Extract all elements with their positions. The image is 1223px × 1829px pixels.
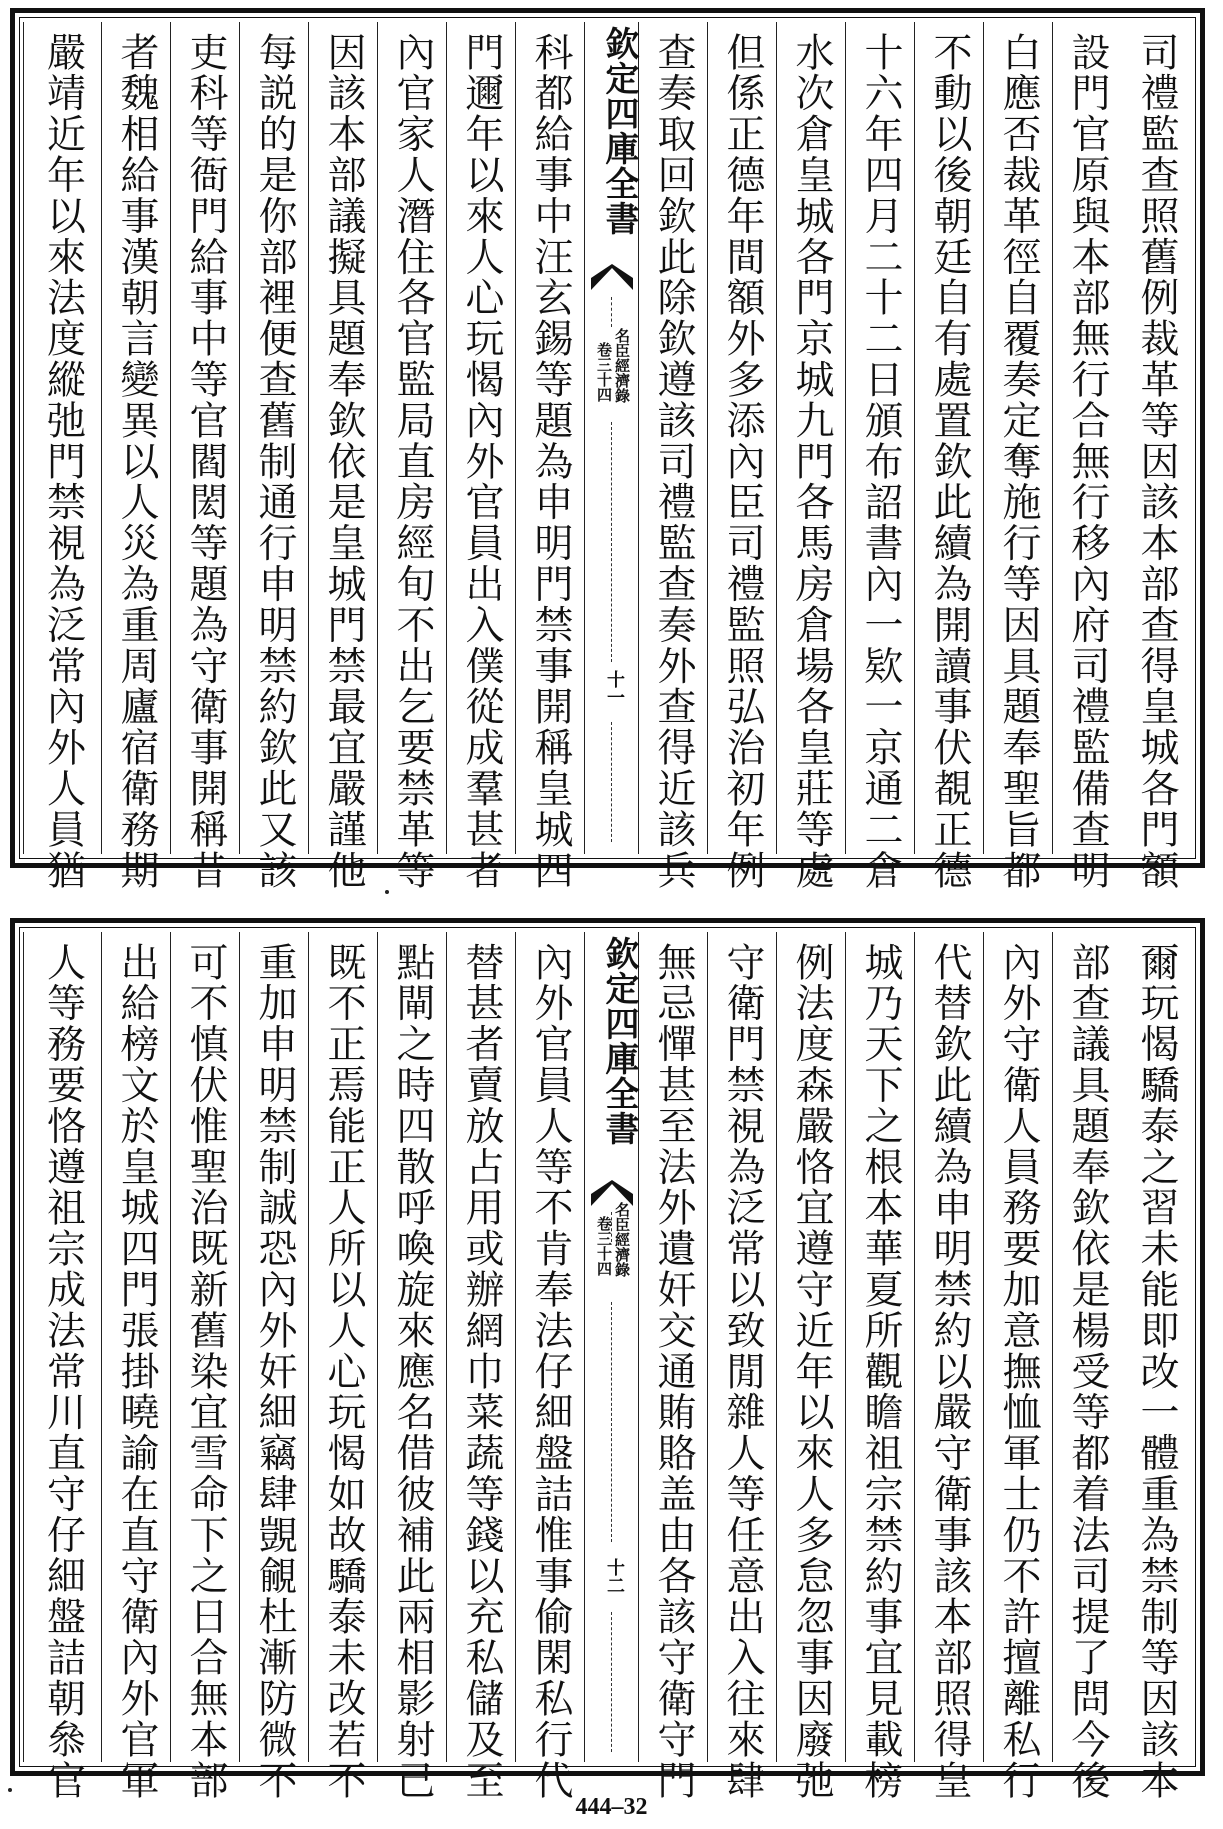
text-column: 者魏相給事漢朝言變異以人災為重周廬宿衛務期: [101, 22, 171, 854]
center-fold: [584, 22, 639, 854]
text-column: 每説的是你部裡便查舊制通行申明禁約欽此又該: [239, 22, 309, 854]
juan-number: 卷三十四: [595, 1216, 613, 1276]
leaf-number: 十二: [604, 1558, 625, 1594]
text-column: 守衛門禁視為泛常以致閒雜人等任意出入往來肆: [707, 932, 777, 1762]
dash-line: [611, 1612, 612, 1752]
text-columns: [24, 932, 1191, 1801]
bottom-page: [10, 918, 1205, 1801]
text-column: 出給榜文於皇城四門張掛曉諭在直守衛內外官軍: [101, 932, 171, 1762]
text-column: 內外守衛人員務要加意撫恤軍士仍不許擅離私行: [983, 932, 1053, 1762]
text-column: 查奏取回欽此除欽遵該司禮監查奏外查得近該兵: [638, 22, 708, 854]
text-column: 嚴靖近年以來法度縱弛門禁視為泛常內外人員猶: [23, 22, 102, 854]
text-column: 內外官員人等不肯奉法仔細盤詰惟事偷閑私行代: [515, 932, 585, 1762]
text-column: 替甚者賣放占用或辦網巾菜蔬等錢以充私儲及至: [446, 932, 516, 1762]
text-column: 司禮監查照舊例裁革等因該本部查得皇城各門額: [1134, 32, 1179, 891]
page-label: 444–32: [575, 1794, 648, 1820]
text-column: 門邇年以來人心玩愒內外官員出入僕從成羣甚者: [446, 22, 516, 854]
text-column: 重加申明禁制誠恐內外奸細竊肆覬覦杜漸防微不: [239, 932, 309, 1762]
dash-line: [611, 722, 612, 842]
text-column: 點閘之時四散呼喚旋來應名借彼補此兩相影射己: [377, 932, 447, 1762]
text-column: 十六年四月二十二日頒布詔書內一欵一京通二倉: [845, 22, 915, 854]
text-column: 例法度森嚴恪宜遵守近年以來人多怠忽事因廢弛: [776, 932, 846, 1762]
dash-line: [611, 1302, 612, 1542]
top-page: [10, 8, 1205, 891]
text-column: 水次倉皇城各門京城九門各馬房倉場各皇莊等處: [776, 22, 846, 854]
text-column: 內官家人潛住各官監局直房經旬不出乞要禁革等: [377, 22, 447, 854]
text-column: 爾玩愒驕泰之習未能即改一體重為禁制等因該本: [1134, 942, 1179, 1801]
leaf-number: 十一: [604, 670, 625, 706]
text-column: 設門官原與本部無行合無行移內府司禮監備查明: [1052, 22, 1122, 854]
text-column: 城乃天下之根本華夏所觀瞻祖宗禁約事宜見載榜: [845, 932, 915, 1762]
book-title: 欽定四庫全書: [599, 26, 639, 236]
dash-line: [611, 297, 612, 327]
text-column: 部查議具題奉欽依是楊受等都着法司提了問今後: [1052, 932, 1122, 1762]
book-subtitle: 名臣經濟錄: [613, 1202, 631, 1277]
speck: [8, 1788, 12, 1792]
text-column: 白應否裁革徑自覆奏定奪施行等因具題奉聖旨都: [983, 22, 1053, 854]
dash-line: [611, 422, 612, 662]
text-column: 但係正德年間額外多添內臣司禮監照弘治初年例: [707, 22, 777, 854]
text-column: 科都給事中汪玄錫等題為申明門禁事開稱皇城四: [515, 22, 585, 854]
text-column: 因該本部議擬具題奉欽依是皇城門禁最宜嚴謹他: [308, 22, 378, 854]
speck: [385, 890, 389, 894]
text-column: 人等務要恪遵祖宗成法常川直守仔細盤詰朝叅官: [23, 932, 102, 1762]
text-columns: [24, 22, 1191, 891]
text-column: 可不慎伏惟聖治既新舊染宜雪命下之日合無本部: [170, 932, 240, 1762]
text-column: 代替欽此續為申明禁約以嚴守衛事該本部照得皇: [914, 932, 984, 1762]
juan-number: 卷三十四: [595, 342, 613, 402]
text-column: 吏科等衙門給事中等官閻閎等題為守衛事開稱昔: [170, 22, 240, 854]
book-title: 欽定四庫全書: [599, 936, 639, 1146]
text-column: 不動以後朝廷自有處置欽此續為開讀事伏覩正德: [914, 22, 984, 854]
fish-tail-mark-icon: [591, 264, 633, 290]
text-column: 無忌憚甚至法外遺奸交通賄賂盖由各該守衛守門: [638, 932, 708, 1762]
center-fold: [584, 932, 639, 1762]
text-column: 既不正焉能正人所以人心玩愒如故驕泰未改若不: [308, 932, 378, 1762]
book-subtitle: 名臣經濟錄: [613, 328, 631, 403]
